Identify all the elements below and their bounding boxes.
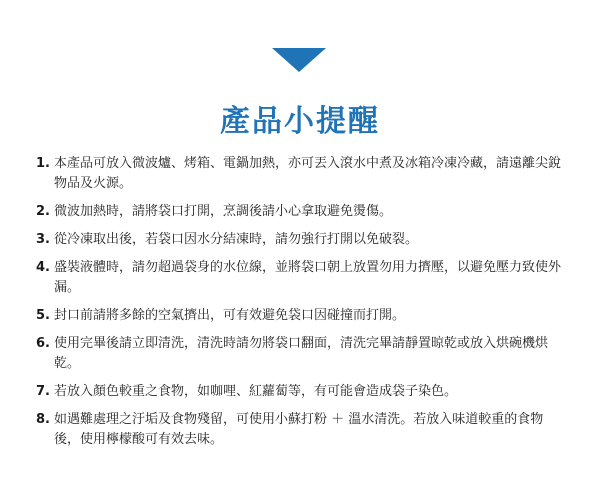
note-number: 7. bbox=[36, 384, 50, 399]
notes-list bbox=[36, 154, 564, 458]
note-text: 盛裝液體時，請勿超過袋身的水位線，並將袋口朝上放置勿用力擠壓，以避免壓力致使外漏。 bbox=[54, 260, 562, 295]
note-number: 4. bbox=[36, 260, 50, 275]
note-number: 3. bbox=[36, 232, 50, 247]
note-number: 6. bbox=[36, 336, 50, 351]
page-title: 產品小提醒 bbox=[220, 104, 380, 140]
note-item-8 bbox=[36, 410, 564, 450]
note-item-2 bbox=[36, 202, 564, 222]
note-text: 封口前請將多餘的空氣擠出，可有效避免袋口因碰撞而打開。 bbox=[54, 308, 406, 323]
note-number: 8. bbox=[36, 412, 50, 427]
note-item-6 bbox=[36, 334, 564, 374]
note-item-3 bbox=[36, 230, 564, 250]
note-text: 若放入顏色較重之食物，如咖哩、紅蘿蔔等，有可能會造成袋子染色。 bbox=[54, 384, 458, 399]
note-item-7 bbox=[36, 382, 564, 402]
note-text: 如遇難處理之汙垢及食物殘留，可使用小蘇打粉 ＋ 溫水清洗。若放入味道較重的食物後，使用檸檬酸可有效去味。 bbox=[54, 412, 544, 447]
note-text: 使用完畢後請立即清洗，清洗時請勿將袋口翻面，清洗完畢請靜置晾乾或放入烘碗機烘乾。 bbox=[54, 336, 549, 371]
note-item-4 bbox=[36, 258, 564, 298]
note-text: 從冷凍取出後，若袋口因水分結凍時，請勿強行打開以免破裂。 bbox=[54, 232, 419, 247]
note-item-5 bbox=[36, 306, 564, 326]
note-number: 5. bbox=[36, 308, 50, 323]
down-triangle-icon bbox=[272, 48, 326, 72]
note-text: 本產品可放入微波爐、烤箱、電鍋加熱，亦可丟入滾水中煮及冰箱冷凍冷藏，請遠離尖銳物品及火源。 bbox=[54, 156, 562, 191]
note-item-1 bbox=[36, 154, 564, 194]
note-number: 2. bbox=[36, 204, 50, 219]
note-text: 微波加熱時，請將袋口打開，烹調後請小心拿取避免燙傷。 bbox=[54, 204, 393, 219]
note-number: 1. bbox=[36, 156, 50, 171]
